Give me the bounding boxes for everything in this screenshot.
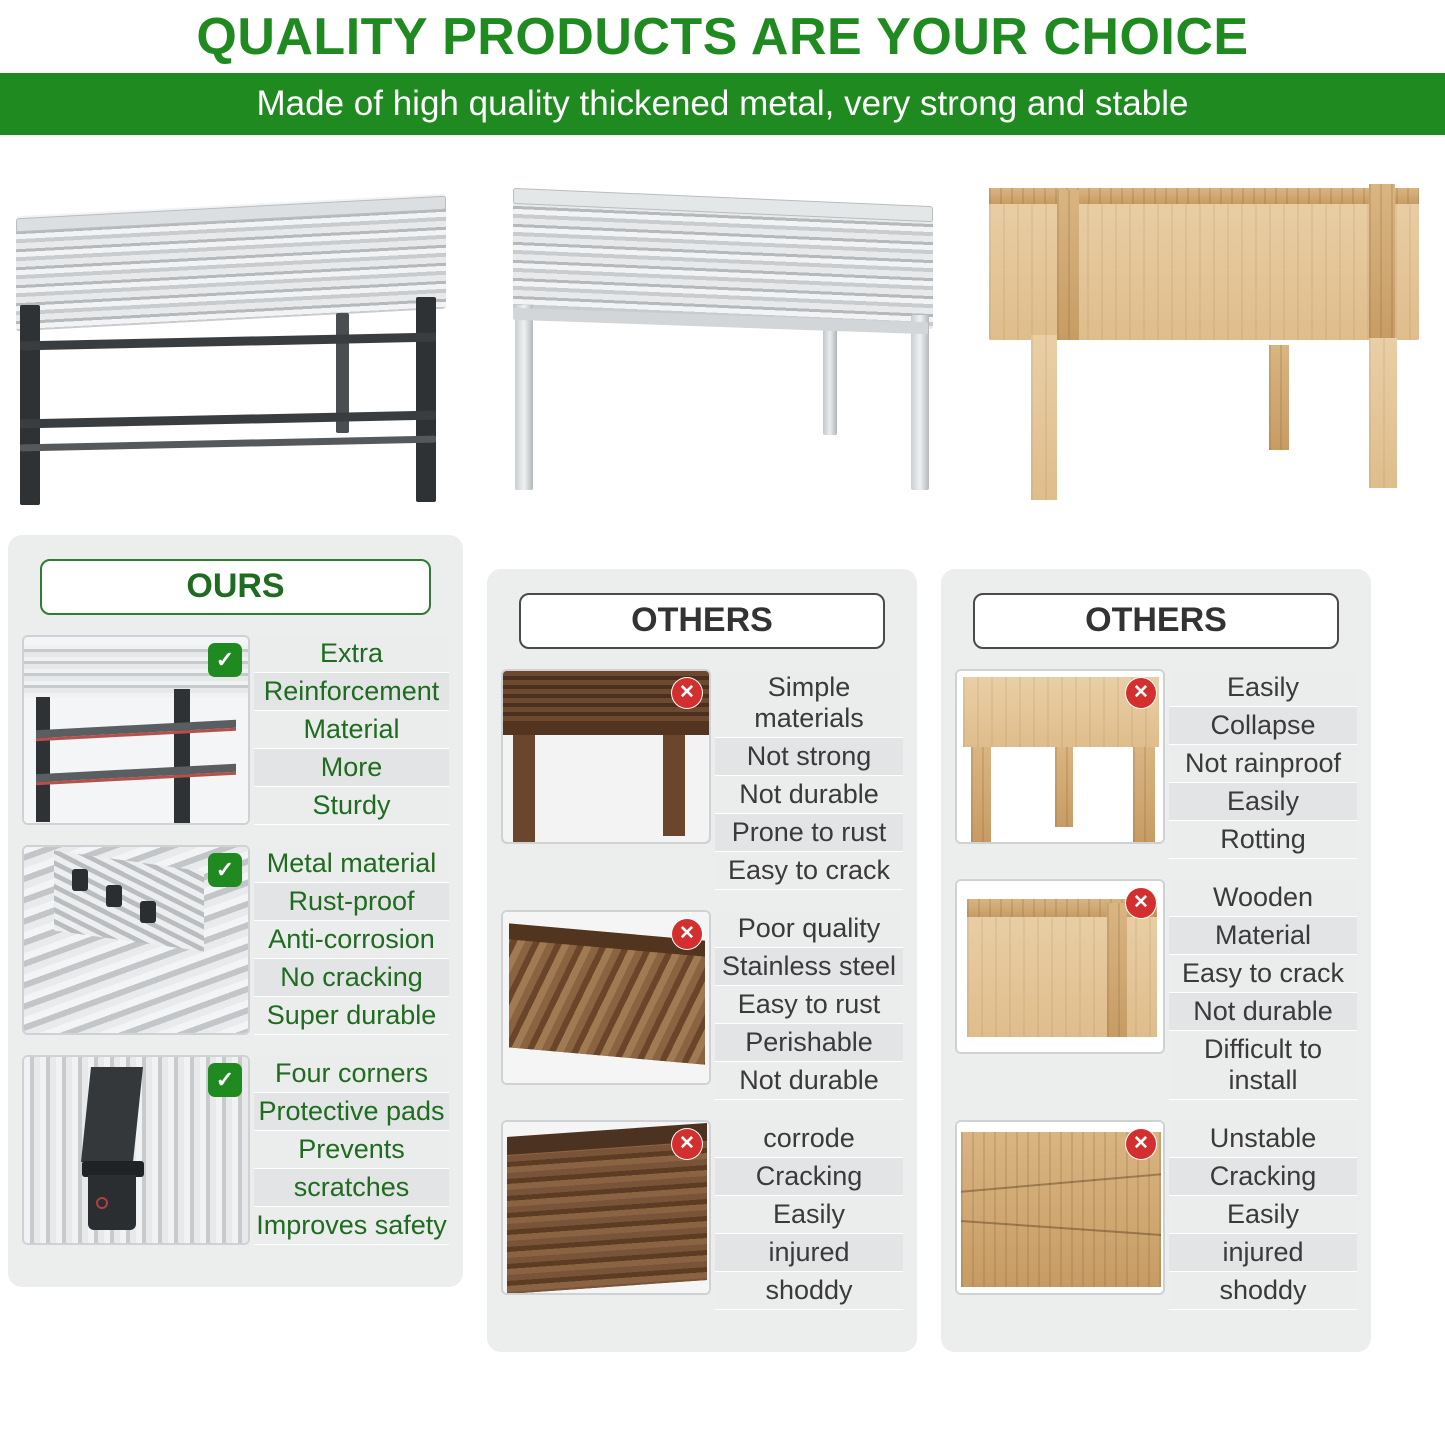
feature-line: Cracking: [715, 1158, 903, 1196]
cross-icon: [1125, 887, 1157, 919]
hero-product-row: [0, 135, 1445, 535]
feature-list: [250, 845, 449, 1035]
feature-line: Rotting: [1169, 821, 1357, 859]
feature-line: Improves safety: [254, 1207, 449, 1245]
feature-list: [1165, 669, 1357, 859]
thumb-rusted-planter-box: [501, 910, 711, 1085]
thumb-metal-panel: [22, 845, 250, 1035]
feature-list: [250, 1055, 449, 1245]
feature-line: Collapse: [1169, 707, 1357, 745]
feature-line: Not durable: [1169, 993, 1357, 1031]
feature-line: Easily: [1169, 1196, 1357, 1234]
feature-line: Unstable: [1169, 1120, 1357, 1158]
feature-list: [1165, 1120, 1357, 1310]
feature-line: Easy to rust: [715, 986, 903, 1024]
column-badge-label: OTHERS: [631, 601, 773, 640]
comparison-row: [955, 1120, 1357, 1310]
comparison-row: [501, 910, 903, 1100]
feature-line: Simple materials: [715, 669, 903, 738]
feature-line: Protective pads: [254, 1093, 449, 1131]
feature-line: shoddy: [1169, 1272, 1357, 1310]
cross-icon: [671, 677, 703, 709]
feature-line: Easily: [1169, 783, 1357, 821]
thumb-rusted-metal-frame: [501, 669, 711, 844]
feature-line: Easy to crack: [715, 852, 903, 890]
feature-line: Perishable: [715, 1024, 903, 1062]
feature-line: Easily: [715, 1196, 903, 1234]
feature-line: injured: [715, 1234, 903, 1272]
feature-line: More: [254, 749, 449, 787]
feature-line: Not strong: [715, 738, 903, 776]
feature-list: [711, 669, 903, 890]
column-badge-ours: [40, 559, 431, 615]
column-badge-label: OURS: [186, 567, 285, 606]
feature-line: shoddy: [715, 1272, 903, 1310]
thumb-reinforcement-crossbar: [22, 635, 250, 825]
feature-list: [250, 635, 449, 825]
column-badge-others-wood: [973, 593, 1339, 649]
feature-line: Poor quality: [715, 910, 903, 948]
feature-line: Cracking: [1169, 1158, 1357, 1196]
check-icon: ✓: [208, 1063, 242, 1097]
cross-icon: [1125, 1128, 1157, 1160]
feature-line: corrode: [715, 1120, 903, 1158]
check-icon: ✓: [208, 643, 242, 677]
feature-line: Stainless steel: [715, 948, 903, 986]
thumb-wooden-panel-weak: [955, 669, 1165, 844]
comparison-row: [22, 1055, 449, 1245]
feature-line: Easily: [1169, 669, 1357, 707]
feature-list: [1165, 879, 1357, 1100]
comparison-column-ours: [8, 535, 463, 1287]
thumb-wooden-corner-cracked: [955, 1120, 1165, 1295]
hero-image-wood-planter: [959, 175, 1439, 535]
subtitle-text: Made of high quality thickened metal, very strong and stable: [256, 83, 1189, 123]
feature-line: Prone to rust: [715, 814, 903, 852]
hero-image-metal-black-legs: [6, 175, 466, 535]
feature-line: Super durable: [254, 997, 449, 1035]
feature-list: [711, 910, 903, 1100]
feature-line: scratches: [254, 1169, 449, 1207]
feature-line: Sturdy: [254, 787, 449, 825]
comparison-row: [955, 879, 1357, 1100]
column-badge-label: OTHERS: [1085, 601, 1227, 640]
feature-line: Reinforcement: [254, 673, 449, 711]
comparison-row: [22, 635, 449, 825]
feature-line: Not rainproof: [1169, 745, 1357, 783]
feature-line: No cracking: [254, 959, 449, 997]
comparison-row: [22, 845, 449, 1035]
subtitle-bar: [0, 73, 1445, 135]
comparison-section: [0, 535, 1445, 1352]
thumb-corner-protective-pad: [22, 1055, 250, 1245]
cross-icon: [671, 1128, 703, 1160]
feature-line: Four corners: [254, 1055, 449, 1093]
feature-line: Difficult to install: [1169, 1031, 1357, 1100]
feature-line: Easy to crack: [1169, 955, 1357, 993]
page-title: QUALITY PRODUCTS ARE YOUR CHOICE: [196, 8, 1249, 66]
feature-line: injured: [1169, 1234, 1357, 1272]
feature-line: Wooden: [1169, 879, 1357, 917]
feature-line: Prevents: [254, 1131, 449, 1169]
cross-icon: [671, 918, 703, 950]
comparison-column-others-metal: [487, 569, 917, 1352]
comparison-row: [501, 1120, 903, 1310]
thumb-corroded-metal-corner: [501, 1120, 711, 1295]
feature-line: Not durable: [715, 776, 903, 814]
comparison-row: [955, 669, 1357, 859]
feature-line: Material: [254, 711, 449, 749]
feature-line: Material: [1169, 917, 1357, 955]
feature-line: Metal material: [254, 845, 449, 883]
feature-line: Not durable: [715, 1062, 903, 1100]
check-icon: ✓: [208, 853, 242, 887]
cross-icon: [1125, 677, 1157, 709]
comparison-column-others-wood: [941, 569, 1371, 1352]
feature-list: [711, 1120, 903, 1310]
feature-line: Anti-corrosion: [254, 921, 449, 959]
hero-image-metal-silver-legs: [483, 175, 943, 535]
thumb-wooden-box-cracked: [955, 879, 1165, 1054]
feature-line: Extra: [254, 635, 449, 673]
feature-line: Rust-proof: [254, 883, 449, 921]
column-badge-others-metal: [519, 593, 885, 649]
comparison-row: [501, 669, 903, 890]
